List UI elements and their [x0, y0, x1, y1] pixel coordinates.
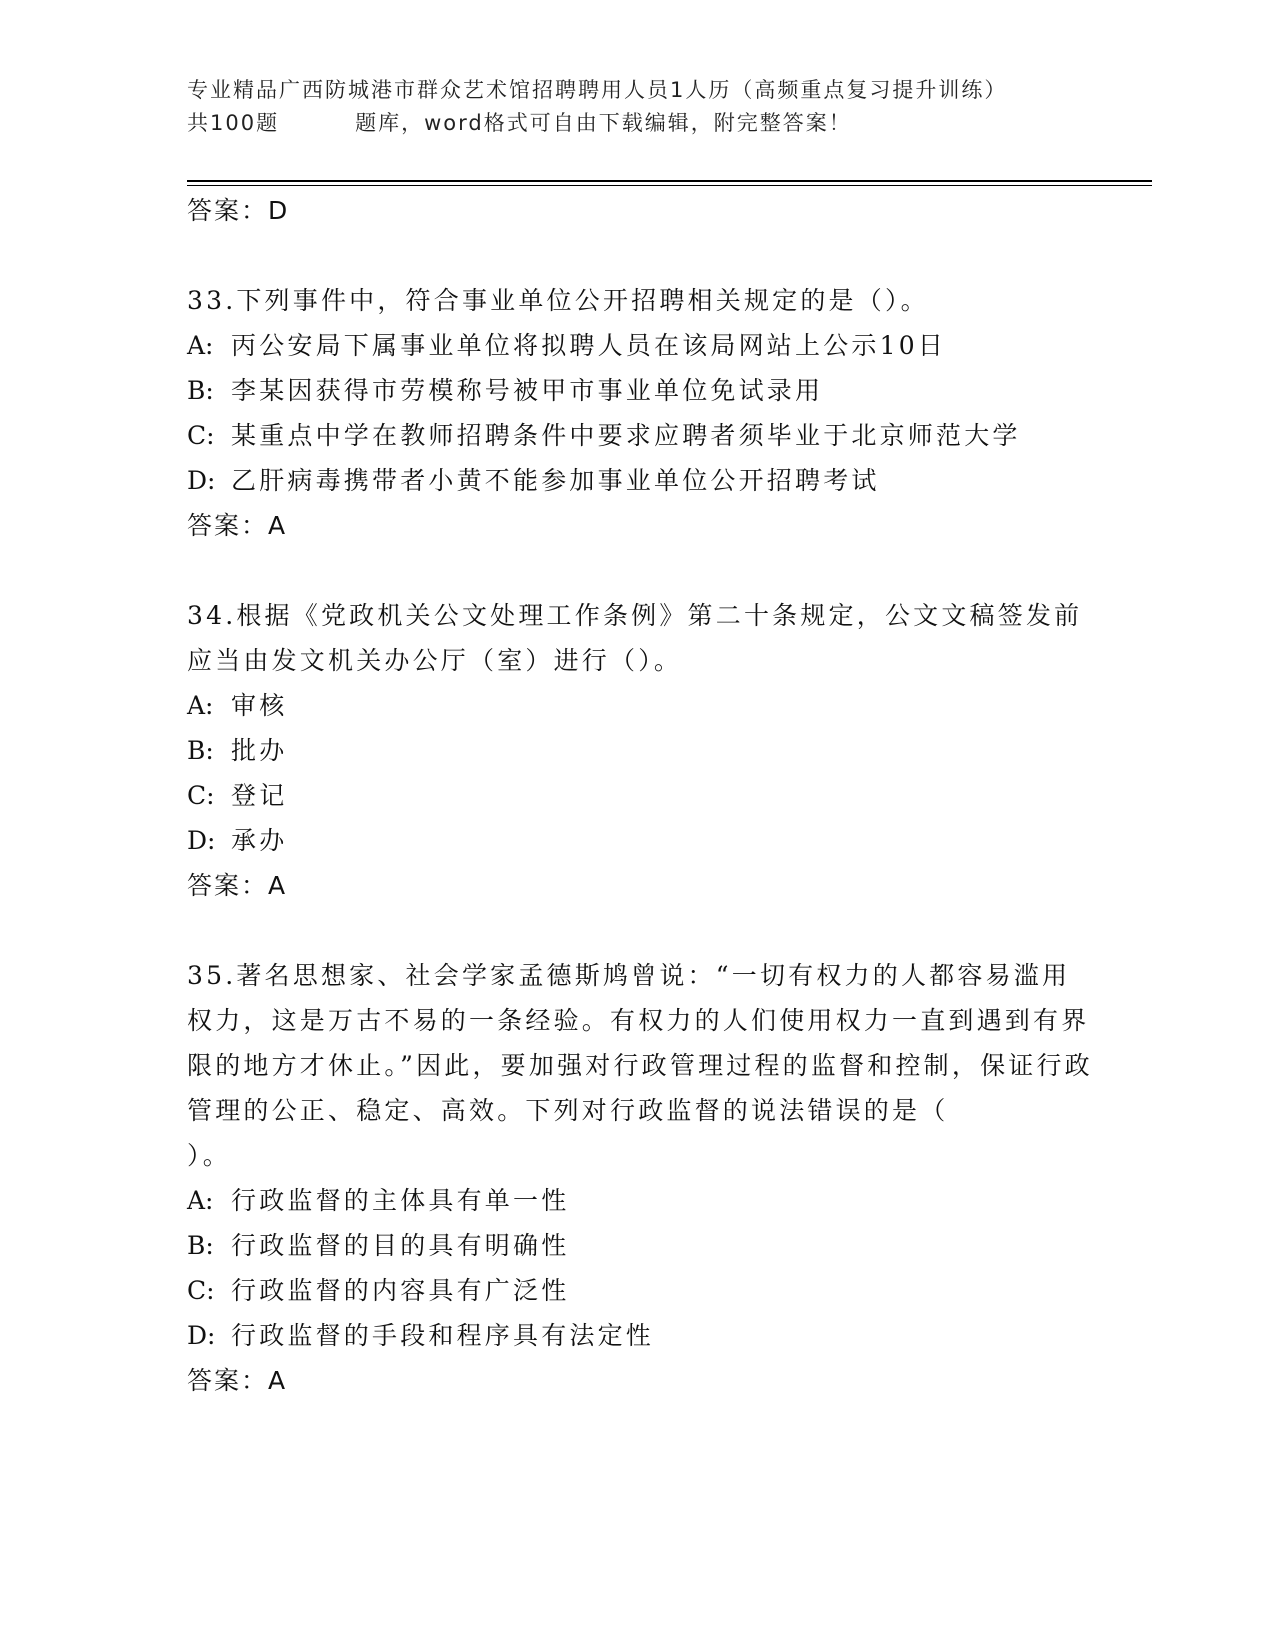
document-header — [187, 74, 1097, 140]
question-stem: 34.根据《党政机关公文处理工作条例》第二十条规定，公文文稿签发前应当由发文机关办公厅（室）进行（）。 — [187, 601, 1083, 675]
option-a — [187, 683, 1097, 728]
header-description: 题库，word格式可自由下载编辑，附完整答案！ — [355, 111, 852, 135]
option-d — [187, 458, 1097, 503]
option-label: D: — [187, 466, 216, 495]
option-text: 登记 — [231, 781, 288, 810]
option-label: C: — [187, 781, 215, 810]
question-stem-text: 35.著名思想家、社会学家孟德斯鸠曾说：“一切有权力的人都容易滥用权力，这是万古不易的一条经验。有权力的人们使用权力一直到遇到有界限的地方才休止。”因此，要加强对行政管理过程的监督和控制，保证行政管理的公正、稳定、高效。下列对行政监督的说法错误的是（ — [187, 961, 1093, 1125]
option-label: B: — [187, 1231, 214, 1260]
option-b — [187, 368, 1097, 413]
question-stem: 33.下列事件中，符合事业单位公开招聘相关规定的是（）。 — [187, 286, 929, 315]
option-label: B: — [187, 736, 214, 765]
option-label: D: — [187, 826, 216, 855]
option-text: 行政监督的手段和程序具有法定性 — [231, 1321, 655, 1350]
option-text: 行政监督的主体具有单一性 — [231, 1186, 570, 1215]
option-a — [187, 323, 1097, 368]
option-c — [187, 773, 1097, 818]
option-a — [187, 1178, 1097, 1223]
option-c — [187, 1268, 1097, 1313]
option-b — [187, 728, 1097, 773]
option-d — [187, 818, 1097, 863]
option-c — [187, 413, 1097, 458]
header-question-count: 共100题 — [187, 111, 280, 135]
option-label: A: — [187, 331, 214, 360]
answer: 答案：A — [187, 1366, 288, 1395]
answer: 答案：A — [187, 511, 288, 540]
option-label: A: — [187, 691, 214, 720]
question-34 — [187, 593, 1097, 908]
option-label: D: — [187, 1321, 216, 1350]
header-line-2 — [187, 107, 1097, 140]
option-text: 行政监督的目的具有明确性 — [231, 1231, 570, 1260]
question-stem — [187, 953, 1097, 1178]
document-body — [187, 188, 1097, 1403]
previous-answer: 答案：D — [187, 196, 290, 225]
option-text: 丙公安局下属事业单位将拟聘人员在该局网站上公示10日 — [231, 331, 947, 360]
question-35 — [187, 953, 1097, 1403]
option-text: 批办 — [231, 736, 288, 765]
option-label: B: — [187, 376, 214, 405]
option-text: 某重点中学在教师招聘条件中要求应聘者须毕业于北京师范大学 — [231, 421, 1021, 450]
option-d — [187, 1313, 1097, 1358]
option-text: 乙肝病毒携带者小黄不能参加事业单位公开招聘考试 — [231, 466, 880, 495]
header-line-1: 专业精品广西防城港市群众艺术馆招聘聘用人员1人历（高频重点复习提升训练） — [187, 78, 1008, 102]
question-33 — [187, 278, 1097, 548]
option-text: 行政监督的内容具有广泛性 — [231, 1276, 570, 1305]
option-label: A: — [187, 1186, 214, 1215]
option-b — [187, 1223, 1097, 1268]
option-label: C: — [187, 1276, 215, 1305]
header-divider-thick — [187, 180, 1152, 182]
option-text: 李某因获得市劳模称号被甲市事业单位免试录用 — [231, 376, 824, 405]
answer: 答案：A — [187, 871, 288, 900]
question-stem-end: ）。 — [187, 1141, 231, 1170]
option-text: 承办 — [231, 826, 288, 855]
option-text: 审核 — [231, 691, 288, 720]
header-divider-thin — [187, 185, 1152, 186]
option-label: C: — [187, 421, 215, 450]
